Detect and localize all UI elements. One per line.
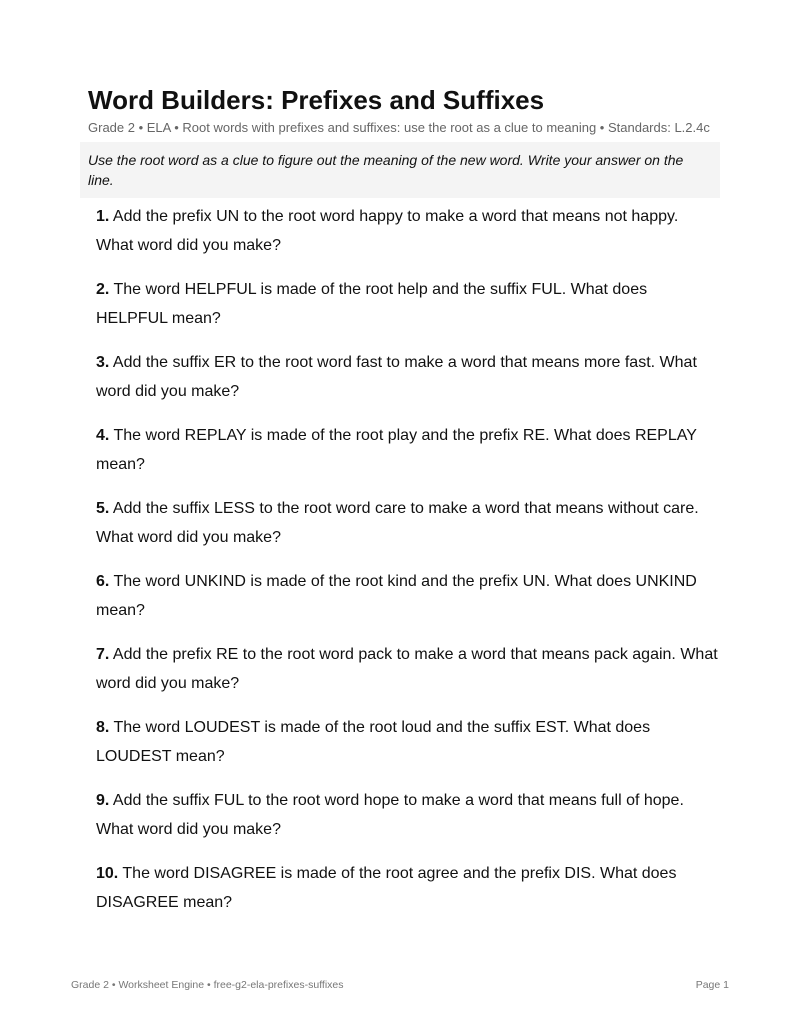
question-text: The word REPLAY is made of the root play and the prefix RE. What does REPLAY mean? xyxy=(96,427,697,473)
question-4 xyxy=(96,421,720,479)
question-number: 1. xyxy=(96,208,110,225)
question-10 xyxy=(96,859,720,917)
question-text: Add the prefix RE to the root word pack to make a word that means pack again. What word did you make? xyxy=(96,646,718,692)
question-number: 9. xyxy=(96,792,110,809)
question-text: The word DISAGREE is made of the root agree and the prefix DIS. What does DISAGREE mean? xyxy=(96,865,677,911)
question-3 xyxy=(96,348,720,406)
question-9 xyxy=(96,786,720,844)
question-text: Add the suffix ER to the root word fast to make a word that means more fast. What word did you make? xyxy=(96,354,697,400)
question-list xyxy=(96,202,720,932)
page-subtitle: Grade 2 • ELA • Root words with prefixes and suffixes: use the root as a clue to meaning • Standards: L.2.4c xyxy=(88,120,710,135)
question-number: 2. xyxy=(96,281,110,298)
question-number: 8. xyxy=(96,719,110,736)
page-number: Page 1 xyxy=(695,979,729,991)
instructions-box: Use the root word as a clue to figure out the meaning of the new word. Write your answer on the line. xyxy=(80,142,720,198)
question-text: The word LOUDEST is made of the root loud and the suffix EST. What does LOUDEST mean? xyxy=(96,719,651,765)
question-number: 7. xyxy=(96,646,110,663)
question-text: Add the suffix FUL to the root word hope to make a word that means full of hope. What word did you make? xyxy=(96,792,684,838)
question-number: 3. xyxy=(96,354,110,371)
footer-info: Grade 2 • Worksheet Engine • free-g2-ela-prefixes-suffixes xyxy=(71,979,344,991)
question-number: 10. xyxy=(96,865,119,882)
question-text: The word HELPFUL is made of the root help and the suffix FUL. What does HELPFUL mean? xyxy=(96,281,648,327)
question-text: Add the suffix LESS to the root word care to make a word that means without care. What word did you make? xyxy=(96,500,699,546)
question-6 xyxy=(96,567,720,625)
question-2 xyxy=(96,275,720,333)
question-8 xyxy=(96,713,720,771)
question-1 xyxy=(96,202,720,260)
page-title: Word Builders: Prefixes and Suffixes xyxy=(88,85,545,115)
question-5 xyxy=(96,494,720,552)
question-7 xyxy=(96,640,720,698)
question-number: 6. xyxy=(96,573,110,590)
question-text: The word UNKIND is made of the root kind and the prefix UN. What does UNKIND mean? xyxy=(96,573,697,619)
question-number: 4. xyxy=(96,427,110,444)
question-text: Add the prefix UN to the root word happy to make a word that means not happy. What word did you make? xyxy=(96,208,679,254)
question-number: 5. xyxy=(96,500,110,517)
